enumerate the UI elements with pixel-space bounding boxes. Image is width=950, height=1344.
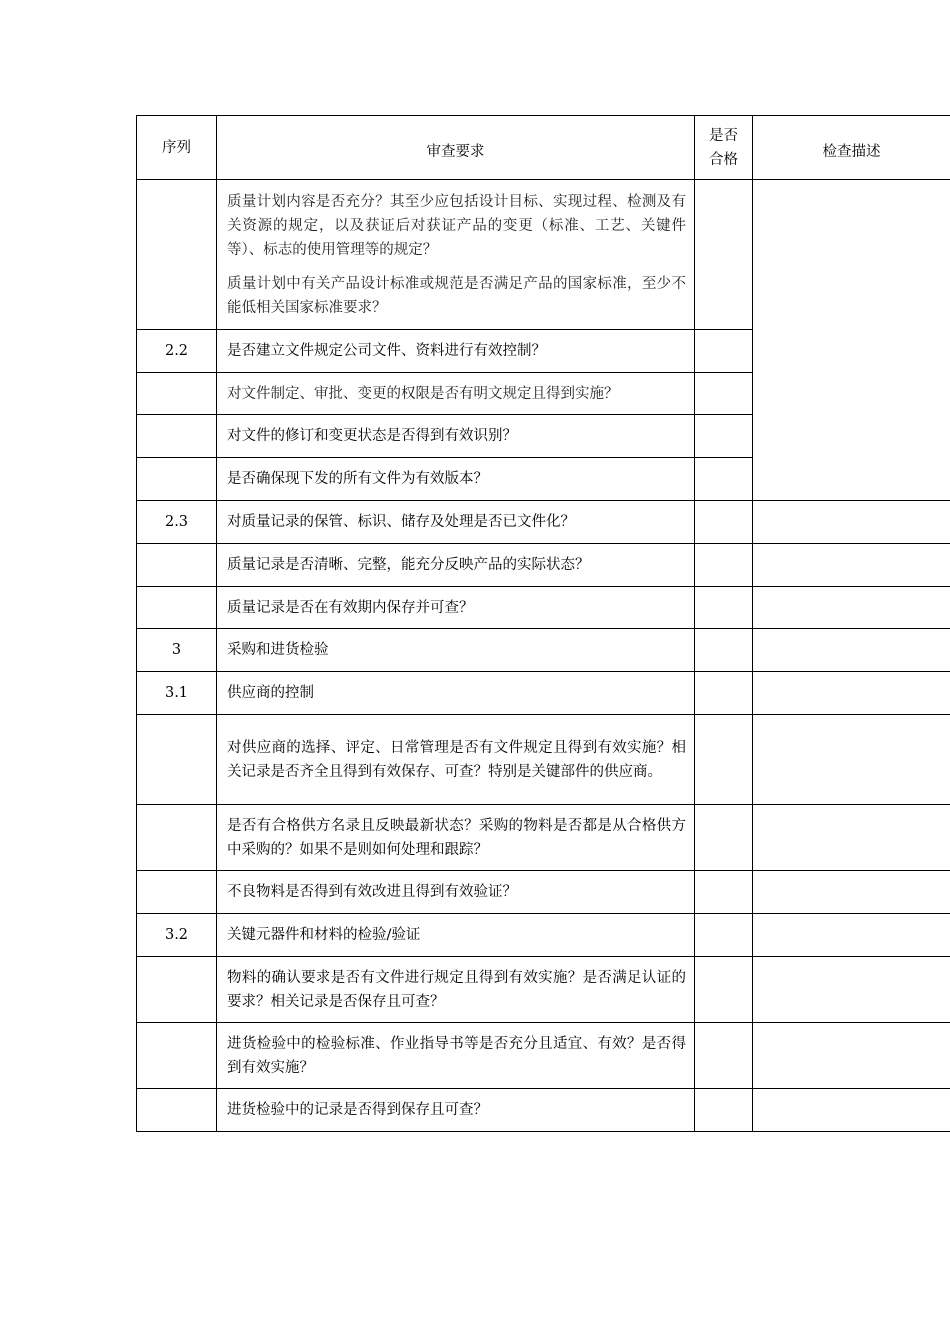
row-requirement: 采购和进货检验 (217, 629, 695, 672)
row-requirement: 进货检验中的记录是否得到保存且可查？ (217, 1089, 695, 1132)
header-qualified (695, 116, 753, 180)
table-row (137, 1023, 950, 1089)
table-row (137, 587, 950, 629)
row-seq (137, 544, 217, 587)
audit-checklist-table (136, 115, 950, 1132)
row-qualified-cell[interactable] (695, 629, 753, 672)
row-description-cell[interactable] (753, 544, 950, 587)
row-seq (137, 805, 217, 871)
row-requirement: 对文件的修订和变更状态是否得到有效识别？ (217, 415, 695, 458)
row-requirement: 对质量记录的保管、标识、储存及处理是否已文件化？ (217, 501, 695, 544)
table-row (137, 805, 950, 871)
row-description-cell[interactable] (753, 715, 950, 805)
row-seq: 2.3 (137, 501, 217, 544)
row-seq (137, 715, 217, 805)
row-description-cell[interactable] (753, 805, 950, 871)
row-requirement: 对文件制定、审批、变更的权限是否有明文规定且得到实施？ (217, 373, 695, 415)
table-row (137, 544, 950, 587)
table-row (137, 957, 950, 1023)
requirement-paragraph: 质量计划内容是否充分？其至少应包括设计目标、实现过程、检测及有关资源的规定，以及获证后对获证产品的变更（标准、工艺、关键件等）、标志的使用管理等的规定？ (227, 193, 686, 258)
row-description-cell[interactable] (753, 914, 950, 957)
row-description-cell[interactable] (753, 180, 950, 501)
table-row (137, 501, 950, 544)
header-requirement: 审查要求 (217, 116, 695, 180)
row-seq (137, 458, 217, 501)
row-qualified-cell[interactable] (695, 587, 753, 629)
row-requirement: 供应商的控制 (217, 672, 695, 715)
row-seq (137, 373, 217, 415)
header-seq: 序列 (137, 116, 217, 180)
header-description: 检查描述 (753, 116, 950, 180)
row-requirement: 进货检验中的检验标准、作业指导书等是否充分且适宜、有效？是否得到有效实施？ (217, 1023, 695, 1089)
row-description-cell[interactable] (753, 501, 950, 544)
row-requirement: 质量记录是否在有效期内保存并可查？ (217, 587, 695, 629)
row-qualified-cell[interactable] (695, 373, 753, 415)
header-row (137, 116, 950, 180)
row-qualified-cell[interactable] (695, 501, 753, 544)
row-seq: 3.2 (137, 914, 217, 957)
table-row (137, 1089, 950, 1132)
row-requirement: 物料的确认要求是否有文件进行规定且得到有效实施？是否满足认证的要求？相关记录是否保存且可查？ (217, 957, 695, 1023)
row-seq (137, 180, 217, 330)
row-requirement: 关键元器件和材料的检验/验证 (217, 914, 695, 957)
row-requirement: 对供应商的选择、评定、日常管理是否有文件规定且得到有效实施？相关记录是否齐全且得到有效保存、可查？特别是关键部件的供应商。 (217, 715, 695, 805)
table-row (137, 180, 950, 330)
row-qualified-cell[interactable] (695, 330, 753, 373)
row-requirement: 是否有合格供方名录且反映最新状态？采购的物料是否都是从合格供方中采购的？如果不是则如何处理和跟踪？ (217, 805, 695, 871)
table-row (137, 629, 950, 672)
row-seq (137, 1089, 217, 1132)
row-description-cell[interactable] (753, 1089, 950, 1132)
row-qualified-cell[interactable] (695, 544, 753, 587)
table-row (137, 914, 950, 957)
row-requirement (217, 180, 695, 330)
row-seq: 3 (137, 629, 217, 672)
row-qualified-cell[interactable] (695, 805, 753, 871)
row-qualified-cell[interactable] (695, 458, 753, 501)
row-requirement: 是否建立文件规定公司文件、资料进行有效控制？ (217, 330, 695, 373)
row-qualified-cell[interactable] (695, 415, 753, 458)
row-qualified-cell[interactable] (695, 715, 753, 805)
row-description-cell[interactable] (753, 629, 950, 672)
row-qualified-cell[interactable] (695, 1023, 753, 1089)
table-row (137, 715, 950, 805)
row-requirement: 是否确保现下发的所有文件为有效版本？ (217, 458, 695, 501)
table-row (137, 672, 950, 715)
row-description-cell[interactable] (753, 672, 950, 715)
row-seq (137, 1023, 217, 1089)
row-seq: 2.2 (137, 330, 217, 373)
row-requirement: 质量记录是否清晰、完整，能充分反映产品的实际状态？ (217, 544, 695, 587)
requirement-paragraph: 质量计划中有关产品设计标准或规范是否满足产品的国家标准，至少不能低相关国家标准要求？ (227, 275, 686, 316)
row-qualified-cell[interactable] (695, 957, 753, 1023)
row-seq (137, 587, 217, 629)
row-seq (137, 957, 217, 1023)
row-seq (137, 871, 217, 914)
row-qualified-cell[interactable] (695, 871, 753, 914)
header-qualified-line1: 是否 (709, 127, 738, 144)
row-description-cell[interactable] (753, 1023, 950, 1089)
row-seq: 3.1 (137, 672, 217, 715)
row-qualified-cell[interactable] (695, 914, 753, 957)
row-qualified-cell[interactable] (695, 180, 753, 330)
row-qualified-cell[interactable] (695, 672, 753, 715)
row-seq (137, 415, 217, 458)
row-qualified-cell[interactable] (695, 1089, 753, 1132)
row-description-cell[interactable] (753, 957, 950, 1023)
header-qualified-line2: 合格 (709, 151, 738, 168)
row-description-cell[interactable] (753, 587, 950, 629)
table-row (137, 871, 950, 914)
row-requirement: 不良物料是否得到有效改进且得到有效验证？ (217, 871, 695, 914)
row-description-cell[interactable] (753, 871, 950, 914)
